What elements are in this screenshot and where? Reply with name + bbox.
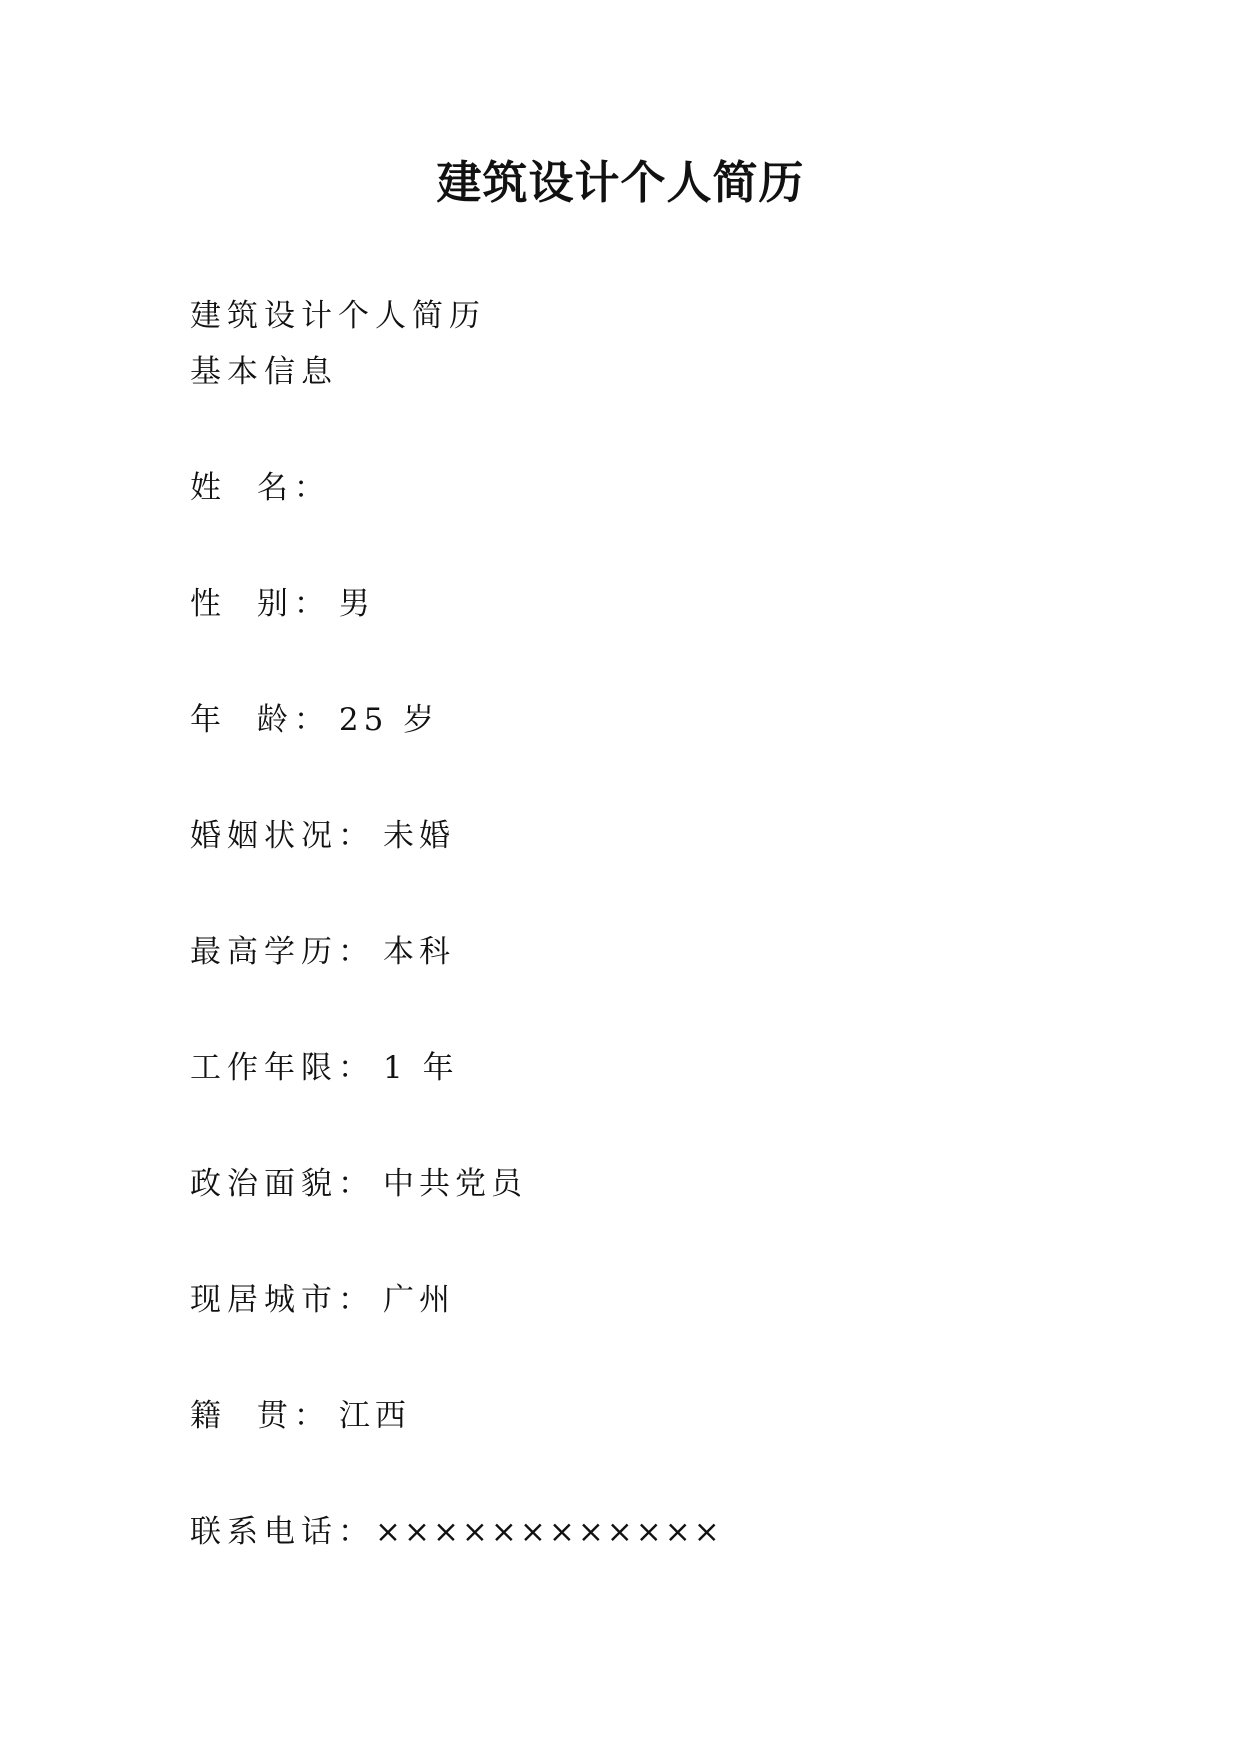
field-education (190, 932, 455, 972)
field-age (190, 700, 439, 740)
field-value: 男 (338, 586, 375, 622)
field-gender (190, 584, 375, 624)
field-label: 现居城市： (190, 1282, 375, 1318)
document-title: 建筑设计个人简历 (436, 156, 805, 209)
intro-line: 建筑设计个人简历 (190, 298, 486, 334)
field-value: 1 年 (383, 1050, 459, 1086)
field-label: 工作年限： (190, 1050, 375, 1086)
field-label: 姓 名： (190, 470, 331, 506)
field-political-status (190, 1164, 527, 1204)
section-heading: 基本信息 (190, 354, 338, 390)
field-label: 最高学历： (190, 934, 375, 970)
field-marital-status (190, 816, 455, 856)
field-name (190, 468, 339, 508)
field-value: 25 岁 (338, 702, 440, 738)
field-label: 婚姻状况： (190, 818, 375, 854)
field-value: 未婚 (383, 818, 455, 854)
field-value: ×××××××××××× (375, 1514, 723, 1550)
field-phone (190, 1512, 723, 1552)
field-work-years (190, 1048, 459, 1088)
field-value: 广州 (383, 1282, 455, 1318)
field-hometown (190, 1396, 411, 1436)
field-label: 性 别： (190, 586, 331, 622)
field-label: 籍 贯： (190, 1398, 331, 1434)
field-label: 年 龄： (190, 702, 331, 738)
field-value: 本科 (383, 934, 455, 970)
field-value: 中共党员 (383, 1166, 527, 1202)
field-label: 联系电话： (190, 1514, 375, 1550)
field-label: 政治面貌： (190, 1166, 375, 1202)
field-value: 江西 (338, 1398, 411, 1434)
field-current-city (190, 1280, 455, 1320)
